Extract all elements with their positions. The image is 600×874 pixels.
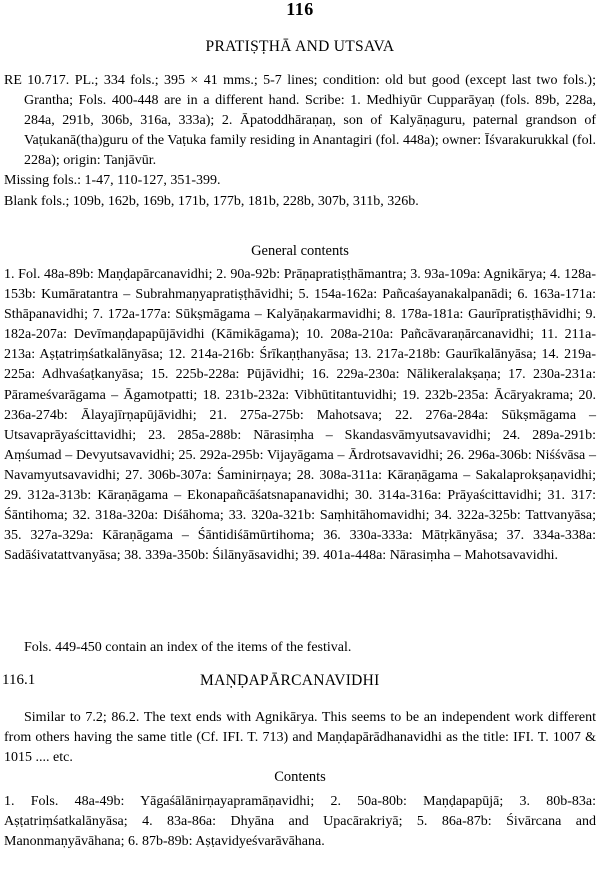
blank-folios: Blank fols.; 109b, 162b, 169b, 171b, 177b, 181b, 228b, 307b, 311b, 326b. — [4, 193, 419, 209]
general-contents — [4, 265, 596, 566]
page-number: 116 — [286, 0, 314, 19]
section-number: 116.1 — [2, 672, 36, 688]
missing-folios: Missing fols.: 1-47, 110-127, 351-399. — [4, 173, 221, 189]
section-contents-list: 1. Fols. 48a-49b: Yāgaśālānirṇayapramāṇavidhi; 2. 50a-80b: Maṇḍapapūjā; 3. 80b-83a: Aṣṭatriṃśatkalānyāsa; 4. 83a-86a: Dhyāna and Upacārakriyā; 5. 86a-87b: Śivārcana and Manonmaṇyāvāhana; 6. 87b-89b: Aṣṭavidyeśvarāvāhana. — [4, 794, 596, 850]
index-note-block — [24, 638, 596, 658]
general-contents-list: 1. Fol. 48a-89b: Maṇḍapārcanavidhi; 2. 90a-92b: Prāṇapratiṣṭhāmantra; 3. 93a-109a: Agnikārya; 4. 128a-153b: Kumāratantra – Subrahmaṇyapratiṣṭhāvidhi; 5. 154a-162a: Pañcaśayanakalpanādi; 6. 163a-171a: Sthāpanavidhi; 7. 172a-177a: Sūkṣmāgama – Kalyāṇakarmavidhi; 8. 178a-181a: Gaurīpratiṣṭhāvidhi; 9. 182a-207a: Devīmaṇḍapapūjāvidhi (Kāmikāgama); 10. 208a-210a: Pañcāvaraṇārcanavidhi; 11. 211a-213a: Aṣṭatriṃśatkalānyāsa; 12. 214a-216b: Śrīkaṇṭhanyāsa; 13. 217a-218b: Gaurīkalānyāsa; 14. 219a-225a: Adhvaśaṭkanyāsa; 15. 225b-228a: Pūjāvidhi; 16. 229a-230a: Nālikeralakṣaṇa; 17. 230a-231a: Pārameśvarāgama – Āgamotpatti; 18. 231b-232a: Vibhūtitantuvidhi; 19. 232b-235a: Ācāryakrama; 20. 236a-274b: Ālayajīrṇapūjāvidhi; 21. 275a-275b: Mahotsava; 22. 276a-284a: Sūkṣmāgama – Utsavaprāyaścittavidhi; 23. 285a-288b: Nārasiṃha – Skandasvāmyutsavavidhi; 24. 289a-291b: Aṃśumad – Devyutsavavidhi; 25. 292a-295b: Vijayāgama – Ārdrotsavavidhi; 26. 296a-306b: Niśśvāsa – Navamyutsavavidhi; 27. 306b-307a: Śaminirṇaya; 28. 308a-311a: Kāraṇāgama – Sakalaprokṣaṇavidhi; 29. 312a-313b: Kāraṇāgama – Ekonapañcāśatsnapanavidhi; 30. 314a-316a: Prāyaścittavidhi; 31. 317: Śāntihoma; 32. 318a-320a: Diśāhoma; 33. 320a-321b: Saṃhitāhomavidhi; 34. 322a-325b: Tattvanyāsa; 35. 327a-329a: Kāraṇāgama – Śāntidiśāmūrtihoma; 36. 330a-333a: Mātṛkānyāsa; 37. 334a-338a: Sadāśivatattvanyāsa; 38. 339a-350b: Śilānyāsavidhi; 39. 401a-448a: Nārasiṃha – Mahotsavavidhi. — [4, 267, 596, 564]
description-paragraph: RE 10.717. PL.; 334 fols.; 395 × 41 mms.; 5-7 lines; condition: old but good (except last two fols.); Grantha; Fols. 400-448 are in a different hand. Scribe: 1. Medhiyūr Cupparāyaṇ (fols. 89b, 228a, 284a, 291b, 306b, 316a, 333a); 2. Āpatoddhāraṇaṇ, son of Kalyāṇaguru, paternal grandson of Vaṭukanā(tha)guru of the Vaṭuka family residing in Anantagiri (fol. 448a); owner: Īśvarakurukkal (fol. 228a); origin: Tanjāvūr. — [4, 73, 596, 169]
manuscript-description — [4, 71, 596, 212]
section-body-text: Similar to 7.2; 86.2. The text ends with Agnikārya. This seems to be an independent work different from others having the same title (Cf. IFI. T. 713) and Maṇḍapārādhanavidhi as the title: IFI. T. 1007 & 1015 .... etc. — [4, 710, 596, 766]
general-contents-title: General contents — [251, 243, 349, 259]
index-note: Fols. 449-450 contain an index of the items of the festival. — [24, 640, 352, 655]
section-contents — [4, 792, 596, 852]
section-body — [4, 708, 596, 768]
page-heading: PRATIṢṬHĀ AND UTSAVA — [205, 38, 395, 55]
section-contents-title: Contents — [274, 769, 326, 785]
section-title: MAṆḌAPĀRCANAVIDHI — [200, 672, 380, 689]
